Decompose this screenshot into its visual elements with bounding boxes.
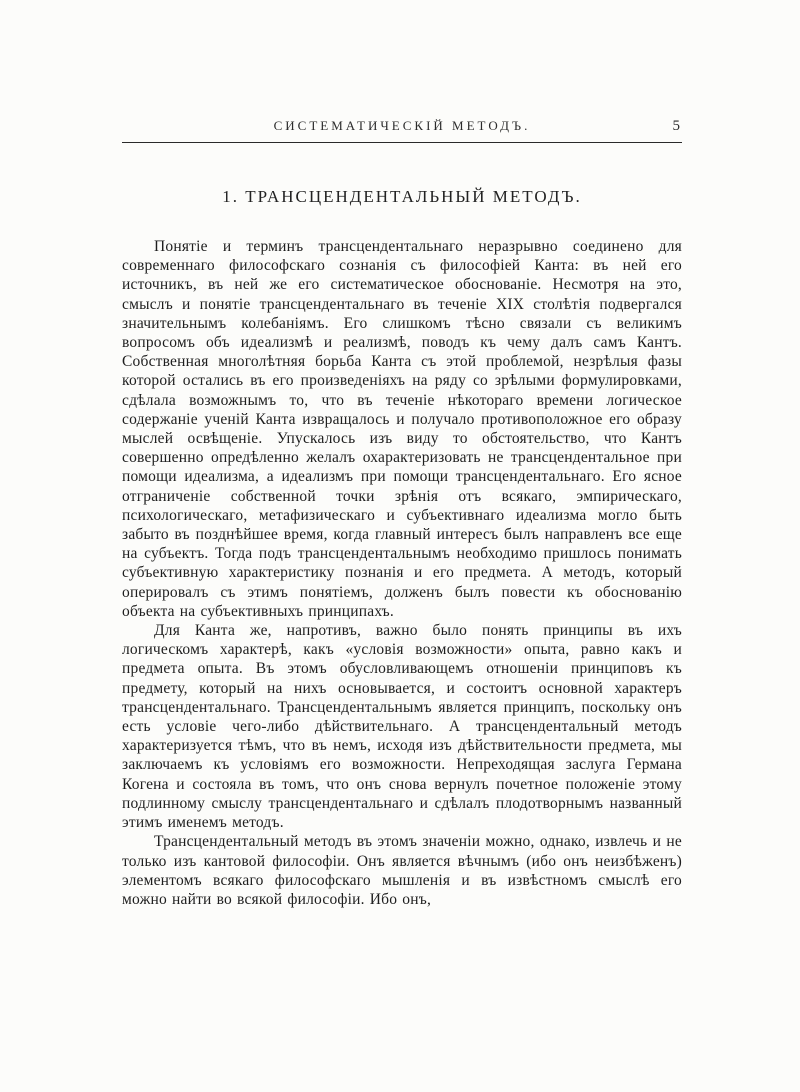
page-content (122, 118, 682, 909)
paragraph: Трансцендентальный методъ въ этомъ значеніи можно, однако, извлечь и не только изъ кантовой философіи. Онъ является вѣчнымъ (ибо онъ неизбѣженъ) элементомъ всякаго философскаго мышленія и въ извѣстномъ смыслѣ его можно найти во всякой философіи. Ибо онъ, (122, 833, 682, 908)
running-header-title: СИСТЕМАТИЧЕСКІЙ МЕТОДЪ. (273, 118, 531, 133)
body-text (122, 237, 682, 909)
paragraph: Для Канта же, напротивъ, важно было понять принципы въ ихъ логическомъ характерѣ, какъ «условія возможности» опыта, равно какъ и предмета опыта. Въ этомъ обусловливающемъ отношеніи принциповъ къ предмету, который на нихъ основывается, и состоитъ основной характеръ трансцендентальнаго. Трансцендентальнымъ является принципъ, поскольку онъ есть условіе чего-либо дѣйствительнаго. А трансцендентальный методъ характеризуется тѣмъ, что въ немъ, исходя изъ дѣйствительности предмета, мы заключаемъ къ условіямъ его возможности. Непреходящая заслуга Германа Когена и состояла въ томъ, что онъ снова вернулъ почетное положеніе этому подлинному смыслу трансцендентальнаго и сдѣлалъ плодотворнымъ названный этимъ именемъ методъ. (122, 622, 682, 832)
page-number: 5 (672, 118, 680, 134)
section-title: 1. ТРАНСЦЕНДЕНТАЛЬНЫЙ МЕТОДЪ. (222, 187, 582, 206)
running-header (122, 118, 682, 143)
paragraph: Понятіе и терминъ трансцендентальнаго неразрывно соединено для современнаго философскаго сознанія съ философіей Канта: въ ней его источникъ, въ ней же его систематическое обоснованіе. Несмотря на это, смыслъ и понятіе трансцендентальнаго въ теченіе XIX столѣтія подвергался значительнымъ колебаніямъ. Его слишкомъ тѣсно связали съ великимъ вопросомъ объ идеализмѣ и реализмѣ, поводъ къ чему далъ самъ Кантъ. Собственная многолѣтняя борьба Канта съ этой проблемой, незрѣлыя фазы которой остались въ его произведеніяхъ на ряду со зрѣлыми формулировками, сдѣлала возможнымъ то, что въ теченіе нѣкотораго времени логическое содержаніе ученій Канта извращалось и получало противоположное его образу мыслей освѣщеніе. Упускалось изъ виду то обстоятельство, что Кантъ совершенно опредѣленно желалъ охарактеризовать не трансцендентальное при помощи идеализма, а идеализмъ при помощи трансцендентальнаго. Его ясное отграниченіе собственной точки зрѣнія отъ всякаго, эмпирическаго, психологическаго, метафизическаго и субъективнаго идеализма могло быть забыто въ позднѣйшее время, когда главный интересъ былъ направленъ все еще на субъектъ. Тогда подъ трансцендентальнымъ необходимо пришлось понимать субъективную характеристику познанія и его предмета. А методъ, который оперировалъ съ этимъ понятіемъ, долженъ былъ повести къ обоснованію объекта на субъективныхъ принципахъ. (122, 238, 682, 620)
